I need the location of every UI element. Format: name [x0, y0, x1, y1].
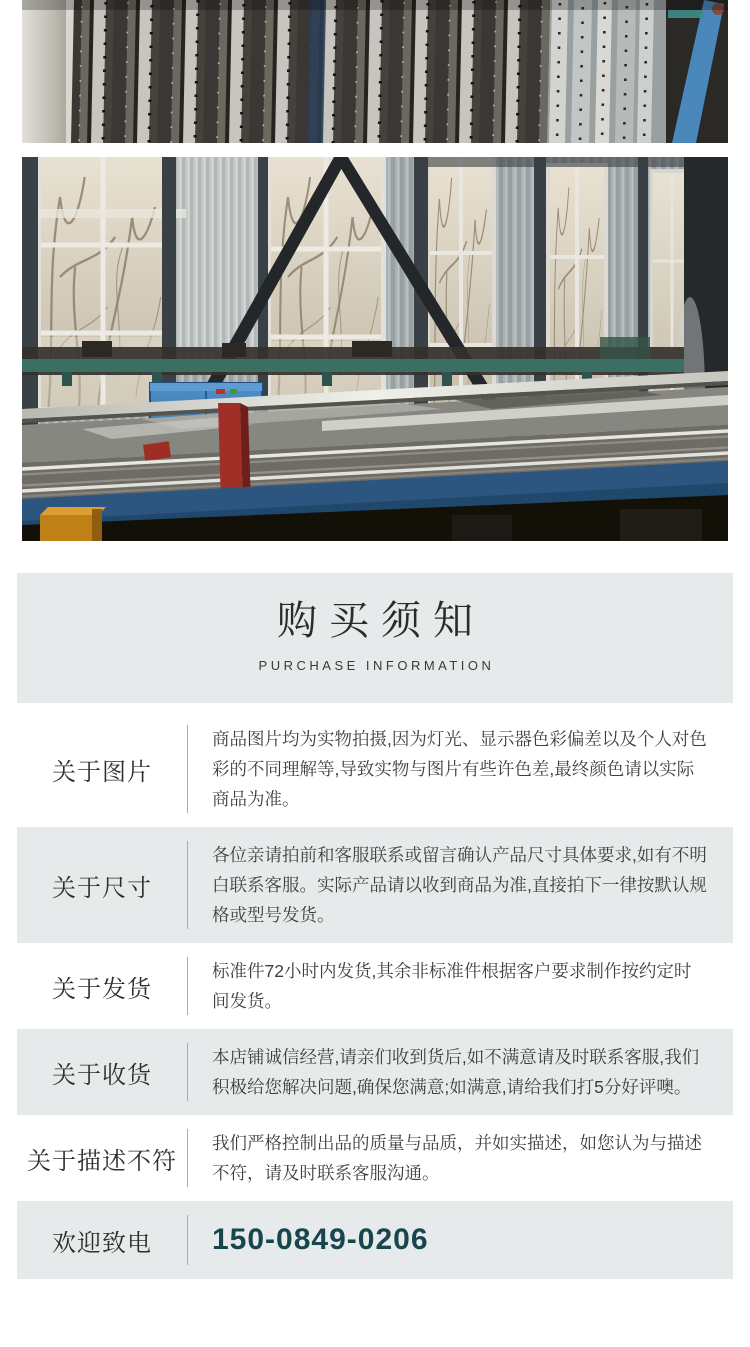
orange-crate: [40, 507, 106, 541]
photo-section-channels: [0, 0, 750, 143]
purchase-notice-section: [17, 573, 733, 1279]
notice-row-receiving: [17, 1029, 733, 1115]
row-text: 各位亲请拍前和客服联系或留言确认产品尺寸具体要求,如有不明白联系客服。实际产品请以收到商品为准,直接拍下一律按默认规格或型号发货。: [212, 845, 707, 925]
notice-row-phone: [17, 1201, 733, 1279]
notice-row-size: [17, 827, 733, 943]
row-text: 标准件72小时内发货,其余非标准件根据客户要求制作按约定时间发货。: [212, 961, 692, 1011]
row-label: 欢迎致电: [52, 1229, 152, 1257]
notice-title: 购买须知: [277, 599, 485, 643]
row-label: 关于图片: [52, 758, 152, 786]
row-label: 关于描述不符: [27, 1147, 177, 1175]
row-text: 我们严格控制出品的质量与品质，并如实描述，如您认为与描述不符，请及时联系客服沟通。: [212, 1133, 702, 1183]
photo-section-factory: [0, 157, 750, 541]
row-text: 商品图片均为实物拍摄,因为灯光、显示器色彩偏差以及个人对色彩的不同理解等,导致实物与图片有些许色差,最终颜色请以实际商品为准。: [212, 729, 707, 809]
window-left-1: [36, 157, 170, 415]
phone-number: 150-0849-0206: [212, 1223, 429, 1256]
row-label: 关于收货: [52, 1061, 152, 1089]
row-label: 关于尺寸: [52, 874, 152, 902]
notice-row-images: [17, 711, 733, 827]
notice-header: [17, 573, 733, 703]
factory-interior-photo: [22, 157, 728, 541]
steel-channels-photo: [22, 0, 728, 143]
notice-row-shipping: [17, 943, 733, 1029]
notice-subtitle: PURCHASE INFORMATION: [258, 658, 495, 673]
row-text: 本店铺诚信经营,请亲们收到货后,如不满意请及时联系客服,我们积极给您解决问题,确保您满意;如满意,请给我们打5分好评噢。: [212, 1047, 700, 1097]
row-label: 关于发货: [52, 975, 152, 1003]
notice-row-description: [17, 1115, 733, 1201]
